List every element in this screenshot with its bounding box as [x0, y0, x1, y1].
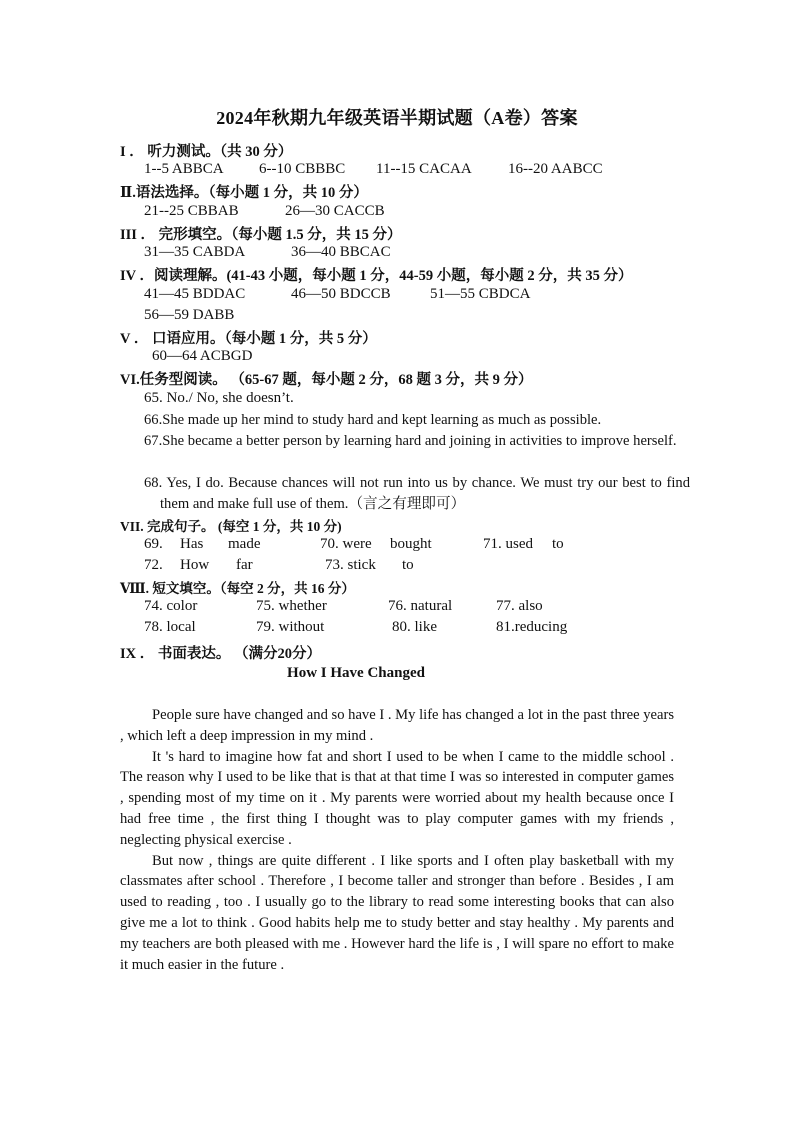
section-3-heading: III ． 完形填空。（每小题 1.5 分，共 15 分） — [120, 227, 402, 243]
section-4-heading: IV ．阅读理解。(41-43 小题，每小题 1 分，44-59 小题，每小题 2 分，共 35 分） — [120, 268, 633, 284]
essay-paragraph: It 's hard to imagine how fat and short I used to be when I came to the middle school . The reason why I used to be like that is that at that time I was so interested in computer games , spending most of my time on it . My parents were worried about my health because once I had free time , the first thing I thought was to play computer games with my friends , neglecting physical exercise . — [120, 748, 674, 848]
answer-group: 21--25 CBBAB — [144, 203, 239, 219]
section-5-heading: V ． 口语应用。（每小题 1 分，共 5 分） — [120, 331, 377, 347]
answer-73-number: 73. stick — [325, 557, 376, 573]
section-6-heading: VI.任务型阅读。 （65-67 题，每小题 2 分，68 题 3 分，共 9 分） — [120, 372, 533, 388]
answer-69-word: Has — [180, 536, 204, 552]
answer-68: 68. Yes, I do. Because chances will not run into us by chance. We must try our best to find them and make full use of them.（言之有理即可） — [144, 475, 690, 512]
answer-group: 36—40 BBCAC — [291, 244, 391, 260]
answer-group: 16--20 AABCC — [508, 161, 603, 177]
essay-paragraph: People sure have changed and so have I . My life has changed a lot in the past three years , which left a deep impression in my mind . — [120, 707, 674, 744]
answer-group: 60—64 ACBGD — [152, 348, 253, 364]
answer-72-word: far — [236, 557, 253, 573]
answer-70-word: bought — [390, 536, 432, 552]
answer-65: 65. No./ No, she doesn’t. — [144, 390, 294, 406]
answer-74: 74. color — [144, 598, 198, 614]
section-8-heading: Ⅷ. 短文填空。（每空 2 分，共 16 分） — [120, 581, 355, 596]
answer-71-number: 71. used — [483, 536, 533, 552]
answer-67: 67.She became a better person by learning hard and joining in activities to improve herself. — [144, 433, 677, 449]
answer-group: 41—45 BDDAC — [144, 286, 246, 302]
answer-79: 79. without — [256, 619, 325, 635]
answer-71-word: to — [552, 536, 564, 552]
answer-77: 77. also — [496, 598, 543, 614]
answer-75: 75. whether — [256, 598, 327, 614]
answer-72-number: 72. — [144, 557, 163, 573]
section-9-heading: IX ． 书面表达。 （满分20分） — [120, 646, 321, 662]
answer-69-number: 69. — [144, 536, 163, 552]
answer-66: 66.She made up her mind to study hard and kept learning as much as possible. — [144, 412, 602, 428]
answer-76: 76. natural — [388, 598, 453, 614]
answer-group: 46—50 BDCCB — [291, 286, 391, 302]
answer-group: 26—30 CACCB — [285, 203, 385, 219]
answer-70-number: 70. were — [320, 536, 372, 552]
answer-72-word: How — [180, 557, 210, 573]
essay-paragraph: But now , things are quite different . I like sports and I often play basketball with my classmates after school . Therefore , I become taller and stronger than before . Besides , I am used to reading , too . I usually go to the library to read some interesting books that can also give me a lot to think . Good habits help me to study better and stay healthy . My parents and my teachers are both pleased with me . However hard the life is , I will spare no effort to make it much easier in the future . — [120, 852, 674, 973]
section-7-heading: VII. 完成句子。 (每空 1 分，共 10 分) — [120, 519, 342, 534]
answer-80: 80. like — [392, 619, 437, 635]
answer-group: 56—59 DABB — [144, 307, 235, 323]
answer-73-word: to — [402, 557, 414, 573]
answer-81: 81.reducing — [496, 619, 568, 635]
essay-title: How I Have Changed — [287, 665, 425, 681]
answer-group: 6--10 CBBBC — [259, 161, 346, 177]
answer-group: 31—35 CABDA — [144, 244, 246, 260]
section-1-heading: I ． 听力测试。（共 30 分） — [120, 144, 293, 160]
answer-78: 78. local — [144, 619, 196, 635]
answer-69-word: made — [228, 536, 261, 552]
section-2-heading: Ⅱ.语法选择。（每小题 1 分，共 10 分） — [120, 185, 368, 201]
answer-group: 51—55 CBDCA — [430, 286, 531, 302]
answer-group: 11--15 CACAA — [376, 161, 472, 177]
answer-group: 1--5 ABBCA — [144, 161, 224, 177]
essay-body — [120, 705, 674, 975]
page-title: 2024年秋期九年级英语半期试题（A卷）答案 — [216, 108, 578, 128]
